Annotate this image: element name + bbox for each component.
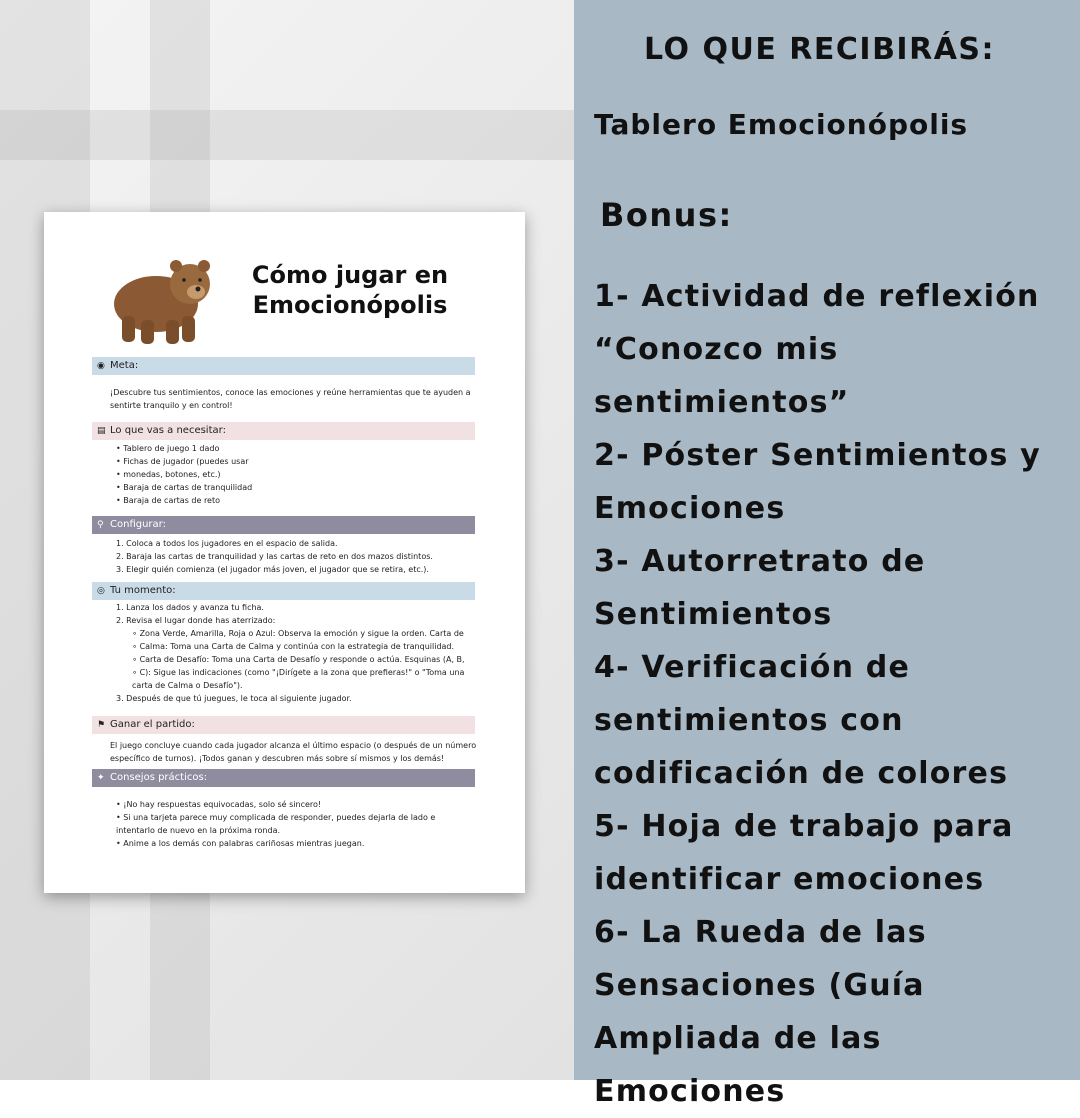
tips-list — [116, 798, 476, 850]
window-shadow — [0, 110, 574, 160]
tips-header: ✦ Consejos prácticos: — [92, 769, 475, 787]
lightbulb-icon: ✦ — [97, 773, 105, 783]
list-item: ∘ Zona Verde, Amarilla, Roja o Azul: Observa la emoción y sigue la orden. Carta de — [132, 627, 476, 640]
list-item: • Si una tarjeta parece muy complicada de responder, puedes dejarla de lado e intentarlo de nuevo en la próxima ronda. — [116, 811, 476, 837]
turn-header: ◎ Tu momento: — [92, 582, 475, 600]
bonus-item: 1- Actividad de reflexión “Conozco mis sentimientos” — [594, 279, 1040, 420]
list-item: ∘ Carta de Desafío: Toma una Carta de Desafío y responde o actúa. Esquinas (A, B, — [132, 653, 476, 666]
list-item: 2. Revisa el lugar donde has aterrizado: — [116, 616, 276, 625]
setup-header: ⚲ Configurar: — [92, 516, 475, 534]
bear-illustration — [108, 250, 218, 346]
setup-list — [116, 537, 476, 576]
meta-text: ¡Descubre tus sentimientos, conoce las emociones y reúne herramientas que te ayuden a sentirte tranquilo y en control! — [110, 388, 471, 410]
list-item: 3. Después de que tú juegues, le toca al siguiente jugador. — [116, 694, 352, 703]
bonus-item: 4- Verificación de sentimientos con codificación de colores — [594, 650, 1009, 791]
pin-icon: ⚲ — [97, 520, 104, 530]
instruction-sheet — [44, 212, 525, 893]
turn-list — [116, 601, 476, 705]
list-item: ∘ C): Sigue las indicaciones (como "¡Dirígete a la zona que prefieras!" o "Toma una carta de Calma o Desafío"). — [132, 666, 476, 692]
bonus-item: 3- Autorretrato de Sentimientos — [594, 544, 926, 632]
bonus-item: 2- Póster Sentimientos y Emociones — [594, 438, 1041, 526]
list-item: • Baraja de cartas de tranquilidad — [116, 481, 476, 494]
bonus-item: 5- Hoja de trabajo para identificar emociones — [594, 809, 1014, 897]
bonus-item: 6- La Rueda de las Sensaciones (Guía Ampliada de las Emociones — [594, 915, 927, 1109]
list-item: 1. Coloca a todos los jugadores en el espacio de salida. — [116, 539, 338, 548]
list-item: • ¡No hay respuestas equivocadas, solo sé sincero! — [116, 798, 476, 811]
meta-header: ◉ Meta: — [92, 357, 475, 375]
list-item: • Tablero de juego 1 dado — [116, 442, 476, 455]
bonus-list — [594, 270, 1078, 1118]
needs-list — [116, 442, 476, 507]
list-item — [116, 627, 476, 692]
win-text: El juego concluye cuando cada jugador alcanza el último espacio (o después de un número específico de turnos). ¡Todos ganan y descubren más sobre sí mismos y los demás! — [110, 741, 477, 763]
bonus-label: Bonus: — [600, 196, 733, 234]
list-item: • Fichas de jugador (puedes usar — [116, 455, 476, 468]
checkered-flag-icon: ⚑ — [97, 720, 106, 730]
list-item: 1. Lanza los dados y avanza tu ficha. — [116, 603, 264, 612]
list-item: • Baraja de cartas de reto — [116, 494, 476, 507]
turn-sublist — [116, 627, 476, 692]
list-item: 2. Baraja las cartas de tranquilidad y las cartas de reto en dos mazos distintos. — [116, 552, 433, 561]
win-header: ⚑ Ganar el partido: — [92, 716, 475, 734]
needs-header: ▤ Lo que vas a necesitar: — [92, 422, 475, 440]
list-item: • Anime a los demás con palabras cariñosas mientras juegan. — [116, 837, 476, 850]
panel-title: LO QUE RECIBIRÁS: — [644, 32, 996, 67]
info-panel — [574, 0, 1080, 1109]
brain-icon: ◉ — [97, 361, 105, 371]
list-item: 3. Elegir quién comienza (el jugador más joven, el jugador que se retira, etc.). — [116, 565, 429, 574]
target-icon: ◎ — [97, 586, 105, 596]
list-item: ∘ Calma: Toma una Carta de Calma y continúa con la estrategia de tranquilidad. — [132, 640, 476, 653]
panel-subtitle: Tablero Emocionópolis — [594, 108, 969, 141]
sheet-title: Cómo jugar en Emocionópolis — [251, 261, 449, 319]
list-item: • monedas, botones, etc.) — [116, 468, 476, 481]
clipboard-icon: ▤ — [97, 426, 106, 436]
